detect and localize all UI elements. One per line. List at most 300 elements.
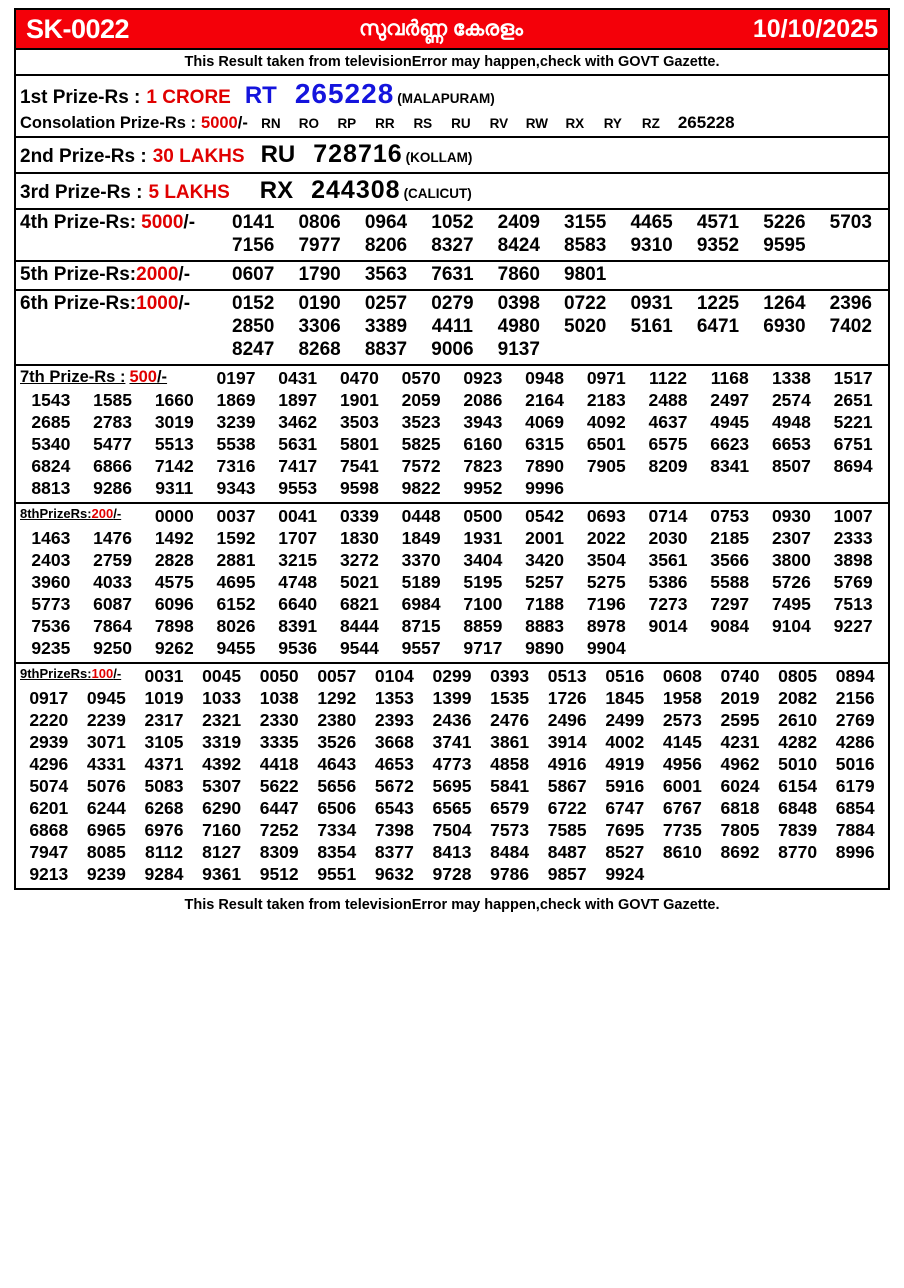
prize-number: 5226 <box>763 212 806 233</box>
prize-number: 3462 <box>278 412 318 432</box>
prize-number: 6965 <box>86 820 126 840</box>
fourth-prize-numbers <box>220 212 884 257</box>
prize-number: 7160 <box>202 820 242 840</box>
consolation-series-item: RU <box>451 116 471 131</box>
prize-number: 1019 <box>144 688 184 708</box>
third-prize-place: (CALICUT) <box>403 186 472 201</box>
prize-number: 2156 <box>835 688 875 708</box>
prize-number: 3272 <box>339 550 379 570</box>
prize-number: 5074 <box>29 776 69 796</box>
prize-number: 4465 <box>630 212 673 233</box>
prize-number: 4637 <box>648 412 688 432</box>
ninth-prize-label: 9thPrizeRs: <box>20 666 92 681</box>
prize-number: 9536 <box>278 638 318 658</box>
eighth-prize-block <box>16 504 888 664</box>
prize-number: 3503 <box>339 412 379 432</box>
prize-number: 3943 <box>463 412 503 432</box>
prize-number: 0693 <box>586 506 626 526</box>
prize-number: 9310 <box>630 235 673 256</box>
prize-number: 0197 <box>216 368 256 388</box>
prize-number: 5916 <box>605 776 645 796</box>
second-prize-label: 2nd Prize-Rs : <box>20 146 147 167</box>
prize-number: 9598 <box>339 478 379 498</box>
prize-number: 2610 <box>778 710 818 730</box>
prize-number: 1707 <box>278 528 318 548</box>
prize-number: 0806 <box>298 212 341 233</box>
prize-number: 7156 <box>232 235 275 256</box>
seventh-prize-block <box>16 366 888 504</box>
prize-number: 7541 <box>339 456 379 476</box>
prize-number: 6096 <box>154 594 194 614</box>
prize-number: 1038 <box>259 688 299 708</box>
prize-number: 0971 <box>586 368 626 388</box>
prize-number: 7417 <box>278 456 318 476</box>
prize-number: 4653 <box>374 754 414 774</box>
prize-number: 6868 <box>29 820 69 840</box>
prize-number: 0542 <box>525 506 565 526</box>
prize-number: 8413 <box>432 842 472 862</box>
prize-number: 1264 <box>763 293 806 314</box>
prize-number: 8837 <box>364 339 408 360</box>
prize-number: 7898 <box>154 616 194 636</box>
ninth-prize-grid <box>20 666 884 885</box>
first-prize-row <box>20 78 884 110</box>
prize-number: 0050 <box>259 666 299 686</box>
prize-number: 7273 <box>648 594 688 614</box>
third-prize-label: 3rd Prize-Rs : <box>20 182 143 203</box>
fifth-prize-label-cell <box>20 264 220 286</box>
prize-number: 5189 <box>401 572 441 592</box>
prize-number: 3155 <box>564 212 607 233</box>
prize-number: 2595 <box>720 710 760 730</box>
prize-number: 9137 <box>497 339 540 360</box>
prize-number: 4145 <box>662 732 702 752</box>
prize-number: 7402 <box>829 316 872 337</box>
fifth-prize-label: 5th Prize-Rs: <box>20 264 137 285</box>
prize-number: 2001 <box>525 528 565 548</box>
consolation-prize-label: Consolation Prize-Rs : <box>20 114 197 132</box>
prize-number: 5773 <box>31 594 71 614</box>
prize-number: 6818 <box>720 798 760 818</box>
prize-number: 6767 <box>662 798 702 818</box>
prize-number: 8770 <box>778 842 818 862</box>
prize-number: 1585 <box>93 390 133 410</box>
prize-number: 6543 <box>374 798 414 818</box>
prize-number: 0037 <box>216 506 256 526</box>
sixth-prize-block <box>16 291 888 366</box>
prize-number: 4748 <box>278 572 318 592</box>
prize-number: 6575 <box>648 434 688 454</box>
prize-number: 2939 <box>29 732 69 752</box>
prize-number: 4919 <box>605 754 645 774</box>
prize-number: 7805 <box>720 820 760 840</box>
prize-number: 2759 <box>93 550 133 570</box>
prize-number: 8327 <box>431 235 474 256</box>
third-prize-amount: 5 LAKHS <box>148 182 230 203</box>
eighth-prize-label: 8thPrizeRs: <box>20 506 92 521</box>
prize-number: 6848 <box>778 798 818 818</box>
prize-number: 8209 <box>648 456 688 476</box>
fourth-prize-amount: 5000 <box>141 212 184 233</box>
prize-number: 9557 <box>401 638 441 658</box>
prize-number: 3561 <box>648 550 688 570</box>
prize-number: 0930 <box>771 506 811 526</box>
prize-number: 9213 <box>29 864 69 884</box>
third-prize-row <box>20 176 884 205</box>
prize-number: 8127 <box>202 842 242 862</box>
prize-number: 8391 <box>278 616 318 636</box>
prize-number: 8206 <box>364 235 408 256</box>
consolation-series-item: RV <box>489 116 509 131</box>
seventh-prize-amount: 500 <box>129 368 157 386</box>
prize-number: 2499 <box>605 710 645 730</box>
sixth-prize-label-cell <box>20 293 220 315</box>
prize-number: 0041 <box>278 506 318 526</box>
prize-number: 1492 <box>154 528 194 548</box>
sixth-prize-numbers <box>220 293 884 361</box>
prize-number: 3071 <box>86 732 126 752</box>
fifth-prize-block <box>16 262 888 291</box>
prize-number: 0714 <box>648 506 688 526</box>
prize-number: 9786 <box>490 864 530 884</box>
prize-number: 0516 <box>605 666 645 686</box>
prize-number: 2185 <box>710 528 750 548</box>
prize-number: 6001 <box>662 776 702 796</box>
prize-number: 0513 <box>547 666 587 686</box>
prize-number: 7316 <box>216 456 256 476</box>
seventh-prize-suffix: /- <box>156 368 168 386</box>
prize-number: 8085 <box>86 842 126 862</box>
prize-number: 1338 <box>771 368 811 388</box>
prize-number: 1399 <box>432 688 472 708</box>
prize-number: 9262 <box>154 638 194 658</box>
eighth-prize-grid <box>20 506 884 659</box>
prize-number: 6722 <box>547 798 587 818</box>
prize-number: 7839 <box>778 820 818 840</box>
notice-bottom: This Result taken from televisionError may happen,check with GOVT Gazette. <box>184 897 720 913</box>
prize-number: 4980 <box>497 316 540 337</box>
prize-number: 6268 <box>144 798 184 818</box>
fifth-prize-suffix: /- <box>178 264 191 285</box>
prize-number: 5275 <box>586 572 626 592</box>
prize-number: 1353 <box>374 688 414 708</box>
prize-number: 2476 <box>490 710 530 730</box>
prize-number: 2317 <box>144 710 184 730</box>
prize-number: 9014 <box>648 616 688 636</box>
prize-number: 2403 <box>31 550 71 570</box>
prize-number: 4575 <box>154 572 194 592</box>
second-prize-row <box>20 140 884 169</box>
prize-number: 8610 <box>662 842 702 862</box>
prize-number: 9822 <box>401 478 441 498</box>
prize-number: 9512 <box>259 864 299 884</box>
prize-number: 0431 <box>278 368 318 388</box>
prize-number: 1869 <box>216 390 256 410</box>
prize-number: 6506 <box>317 798 357 818</box>
prize-number: 3741 <box>432 732 472 752</box>
prize-number: 4956 <box>662 754 702 774</box>
prize-number: 6751 <box>833 434 873 454</box>
prize-number: 2393 <box>374 710 414 730</box>
prize-number: 1660 <box>154 390 194 410</box>
prize-number: 7572 <box>401 456 441 476</box>
lottery-code: SK-0022 <box>26 13 130 44</box>
prize-number: 5016 <box>835 754 875 774</box>
prize-number: 0894 <box>835 666 875 686</box>
prize-number: 9250 <box>93 638 133 658</box>
ninth-prize-block <box>16 664 888 888</box>
prize-number: 9632 <box>374 864 414 884</box>
prize-number: 0031 <box>144 666 184 686</box>
prize-number: 0000 <box>154 506 194 526</box>
prize-number: 7100 <box>463 594 503 614</box>
prize-number: 4945 <box>710 412 750 432</box>
prize-number: 7884 <box>835 820 875 840</box>
prize-number: 8813 <box>31 478 71 498</box>
fourth-prize-label-cell <box>20 212 220 234</box>
consolation-series-item: RW <box>525 116 548 131</box>
sixth-prize-label: 6th Prize-Rs: <box>20 293 137 314</box>
prize-number: 3960 <box>31 572 71 592</box>
prize-number: 5513 <box>154 434 194 454</box>
consolation-prize-amount: 5000 <box>201 114 238 132</box>
prize-number: 2164 <box>525 390 565 410</box>
prize-number: 3319 <box>202 732 242 752</box>
prize-number: 5631 <box>278 434 318 454</box>
prize-number: 6501 <box>586 434 626 454</box>
consolation-series-item: RR <box>375 116 395 131</box>
prize-number: 2059 <box>401 390 441 410</box>
prize-number: 7297 <box>710 594 750 614</box>
prize-number: 8112 <box>145 842 183 862</box>
prize-number: 1592 <box>216 528 256 548</box>
prize-number: 2307 <box>771 528 811 548</box>
prize-number: 4002 <box>605 732 645 752</box>
prize-number: 1007 <box>833 506 873 526</box>
prize-number: 1845 <box>605 688 645 708</box>
prize-number: 3800 <box>771 550 811 570</box>
prize-number: 3566 <box>710 550 750 570</box>
prize-table <box>14 76 890 890</box>
prize-number: 1033 <box>202 688 242 708</box>
prize-number: 8859 <box>463 616 503 636</box>
prize-number: 9352 <box>696 235 740 256</box>
prize-number: 7196 <box>586 594 626 614</box>
prize-number: 0608 <box>662 666 702 686</box>
fourth-prize-row <box>20 212 884 257</box>
first-prize-amount: 1 CRORE <box>146 87 231 108</box>
prize-number: 8583 <box>564 235 607 256</box>
first-prize-label: 1st Prize-Rs : <box>20 87 141 108</box>
prize-number: 2573 <box>662 710 702 730</box>
prize-number: 4392 <box>202 754 242 774</box>
prize-number: 4962 <box>720 754 760 774</box>
prize-number: 9284 <box>144 864 184 884</box>
prize-number: 6152 <box>216 594 256 614</box>
prize-number: 9544 <box>339 638 379 658</box>
prize-number: 7513 <box>833 594 873 614</box>
prize-number: 9455 <box>216 638 256 658</box>
prize-number: 9311 <box>155 478 194 498</box>
prize-number: 0948 <box>525 368 565 388</box>
prize-number: 3370 <box>401 550 441 570</box>
prize-number: 2651 <box>833 390 873 410</box>
prize-number: 2086 <box>463 390 503 410</box>
prize-number: 0923 <box>463 368 503 388</box>
seventh-prize-label: 7th Prize-Rs : <box>20 368 126 386</box>
prize-number: 4418 <box>259 754 299 774</box>
consolation-series-item: RS <box>413 116 433 131</box>
prize-number: 0945 <box>86 688 126 708</box>
prize-number: 9996 <box>525 478 565 498</box>
prize-number: 1897 <box>278 390 318 410</box>
prize-number: 2321 <box>202 710 242 730</box>
prize-number: 4858 <box>490 754 530 774</box>
consolation-series-item: RZ <box>641 116 660 131</box>
consolation-series-item: RY <box>603 116 622 131</box>
prize-number: 9904 <box>586 638 626 658</box>
prize-number: 6976 <box>144 820 184 840</box>
prize-number: 3563 <box>364 264 408 285</box>
prize-number: 5161 <box>630 316 673 337</box>
third-prize-number: 244308 <box>311 176 401 204</box>
prize-number: 7735 <box>662 820 702 840</box>
prize-number: 6824 <box>31 456 71 476</box>
prize-number: 0448 <box>401 506 441 526</box>
prize-number: 2436 <box>432 710 472 730</box>
prize-number: 8309 <box>259 842 299 862</box>
fourth-prize-block <box>16 210 888 262</box>
prize-number: 6471 <box>696 316 740 337</box>
prize-number: 0045 <box>202 666 242 686</box>
prize-number: 9006 <box>431 339 474 360</box>
prize-number: 7142 <box>154 456 194 476</box>
fifth-prize-amount: 2000 <box>136 264 179 285</box>
prize-number: 9595 <box>763 235 806 256</box>
prize-number: 9717 <box>463 638 503 658</box>
prize-number: 2220 <box>29 710 69 730</box>
prize-number: 5221 <box>833 412 873 432</box>
prize-number: 3420 <box>525 550 565 570</box>
prize-number: 1958 <box>662 688 702 708</box>
prize-number: 4571 <box>696 212 740 233</box>
prize-number: 0152 <box>232 293 275 314</box>
ninth-prize-suffix: /- <box>113 666 122 681</box>
prize-number: 8507 <box>771 456 811 476</box>
prize-number: 2783 <box>93 412 133 432</box>
prize-number: 5307 <box>202 776 242 796</box>
prize-number: 0104 <box>374 666 414 686</box>
prize-number: 3105 <box>144 732 184 752</box>
prize-number: 0917 <box>29 688 69 708</box>
prize-number: 2497 <box>710 390 750 410</box>
prize-number: 7585 <box>547 820 587 840</box>
prize-number: 8692 <box>720 842 760 862</box>
prize-number: 6154 <box>778 776 818 796</box>
prize-number: 6747 <box>605 798 645 818</box>
third-prize-series: RX <box>259 177 294 204</box>
prize-number: 9239 <box>86 864 126 884</box>
consolation-prize-number: 265228 <box>677 113 735 132</box>
prize-number: 0753 <box>710 506 750 526</box>
prize-number: 6447 <box>259 798 299 818</box>
consolation-series-item: RP <box>337 116 357 131</box>
prize-number: 5021 <box>339 572 379 592</box>
prize-number: 5083 <box>144 776 184 796</box>
prize-number: 3914 <box>547 732 587 752</box>
prize-number: 4371 <box>144 754 184 774</box>
prize-number: 9235 <box>31 638 71 658</box>
third-prize-block <box>16 174 888 210</box>
prize-number: 5588 <box>710 572 750 592</box>
prize-number: 6653 <box>771 434 811 454</box>
prize-number: 8354 <box>317 842 357 862</box>
second-prize-series: RU <box>260 141 296 168</box>
prize-number: 5340 <box>31 434 71 454</box>
first-prize-block <box>16 76 888 138</box>
prize-number: 0057 <box>317 666 357 686</box>
prize-number: 5195 <box>463 572 503 592</box>
prize-number: 8268 <box>298 339 341 360</box>
draw-date: 10/10/2025 <box>752 14 878 43</box>
eighth-prize-label-cell <box>20 506 143 527</box>
prize-number: 8026 <box>216 616 256 636</box>
prize-number: 4286 <box>835 732 875 752</box>
prize-number: 7977 <box>298 235 341 256</box>
prize-number: 5841 <box>490 776 530 796</box>
prize-number: 0279 <box>431 293 474 314</box>
prize-number: 0964 <box>364 212 408 233</box>
prize-number: 3668 <box>374 732 414 752</box>
prize-number: 6087 <box>93 594 133 614</box>
prize-number: 2022 <box>586 528 626 548</box>
prize-number: 7334 <box>317 820 357 840</box>
prize-number: 0722 <box>564 293 607 314</box>
prize-number: 3019 <box>154 412 194 432</box>
prize-number: 8883 <box>525 616 565 636</box>
prize-number: 3306 <box>298 316 341 337</box>
prize-number: 2496 <box>547 710 587 730</box>
sixth-prize-amount: 1000 <box>136 293 179 314</box>
result-banner <box>14 8 890 50</box>
prize-number: 0393 <box>490 666 530 686</box>
prize-number: 7823 <box>463 456 503 476</box>
ninth-prize-label-cell <box>20 666 135 687</box>
prize-number: 0398 <box>497 293 540 314</box>
prize-number: 4411 <box>431 316 473 337</box>
prize-number: 7695 <box>605 820 645 840</box>
sixth-prize-suffix: /- <box>178 293 191 314</box>
prize-number: 2239 <box>86 710 126 730</box>
prize-number: 3898 <box>833 550 873 570</box>
prize-number: 9890 <box>525 638 565 658</box>
prize-number: 8694 <box>833 456 873 476</box>
prize-number: 2082 <box>778 688 818 708</box>
prize-number: 9924 <box>605 864 645 884</box>
prize-number: 1122 <box>649 368 687 388</box>
prize-number: 6866 <box>93 456 133 476</box>
prize-number: 5703 <box>829 212 872 233</box>
prize-number: 5257 <box>525 572 565 592</box>
prize-number: 0607 <box>232 264 275 285</box>
prize-number: 5538 <box>216 434 256 454</box>
consolation-series-list <box>248 116 670 131</box>
prize-number: 2574 <box>771 390 811 410</box>
prize-number: 3335 <box>259 732 299 752</box>
first-prize-series: RT <box>244 82 277 109</box>
first-prize-place: (MALAPURAM) <box>397 91 495 106</box>
prize-number: 4092 <box>586 412 626 432</box>
